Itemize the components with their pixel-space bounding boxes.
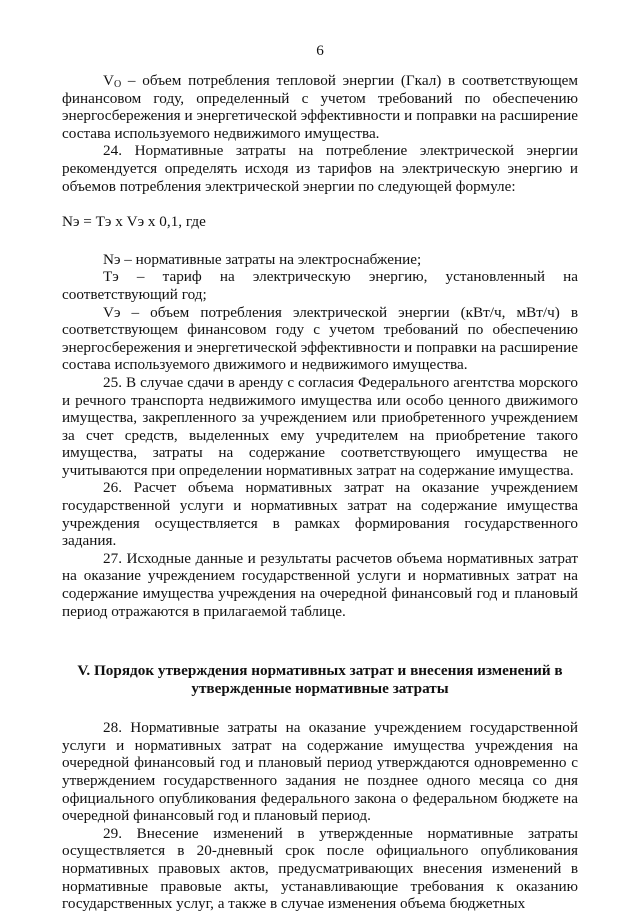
paragraph-25: 25. В случае сдачи в аренду с согласия Федерального агентства морского и речного транспорта недвижимого имущества или особо ценного движимого имущества, закрепленного за учреждением или приобретенного учреждением за счет средств, выделенных ему учредителем на приобретение такого имущества, затраты на содержание соответствующего имущества не учитываются при определении нормативных затрат на содержание имущества. [62, 373, 578, 479]
vo-subscript: О [113, 79, 122, 90]
section-title: V. Порядок утверждения нормативных затрат и внесения изменений в утвержденные нормативные затраты [77, 662, 563, 698]
paragraph-28: 28. Нормативные затраты на оказание учреждением государственной услуги и нормативных затрат на содержание имущества учреждения на очередной финансовый год и плановый период утверждаются одновременно с утверждением государственного задания не позднее одного месяца со дня официального опубликования федерального закона о федеральном бюджете на очередной финансовый год и плановый период. [62, 719, 578, 825]
page-number: 6 [316, 42, 324, 59]
ve-definition: Vэ – объем потребления электрической энергии (кВт/ч, мВт/ч) в соответствующем финансовом году с учетом требований по обеспечению энергосбережения и энергетической эффективности и поправки на расширение состава используемого движимого и недвижимого имущества. [62, 303, 578, 374]
te-definition: Тэ – тариф на электрическую энергию, установленный на соответствующий год; [62, 268, 578, 303]
vo-definition [62, 72, 578, 142]
document-body [62, 72, 578, 913]
vo-definition-text: – объем потребления тепловой энергии (Гкал) в соответствующем финансовом году, определенный с учетом требований по обеспечению энергосбережения и энергетической эффективности и поправки на расширение состава используемого недвижимого имущества. [62, 72, 578, 142]
paragraph-26: 26. Расчет объема нормативных затрат на оказание учреждением государственной услуги и нормативных затрат на содержание имущества учреждения осуществляется в рамках формирования государственного задания. [62, 479, 578, 550]
electricity-formula: Nэ = Тэ х Vэ х 0,1, где [62, 213, 206, 231]
paragraph-27: 27. Исходные данные и результаты расчетов объема нормативных затрат на оказание учреждением государственной услуги и нормативных затрат на содержание имущества учреждения на очередной финансовый год и плановый период отражаются в прилагаемой таблице. [62, 549, 578, 620]
ne-definition: Nэ – нормативные затраты на электроснабжение; [103, 250, 422, 268]
paragraph-29: 29. Внесение изменений в утвержденные нормативные затраты осуществляется в 20-дневный срок после официального опубликования нормативных правовых актов, предусматривающих внесения изменений в нормативные правовые акты, устанавливающие требования к оказанию государственных услуг, а также в случае изменения объема бюджетных [62, 824, 578, 913]
vo-symbol: V [103, 72, 114, 89]
paragraph-24: 24. Нормативные затраты на потребление электрической энергии рекомендуется определять исходя из тарифов на электрическую энергию и объемов потребления электрической энергии по следующей формуле: [62, 142, 578, 195]
